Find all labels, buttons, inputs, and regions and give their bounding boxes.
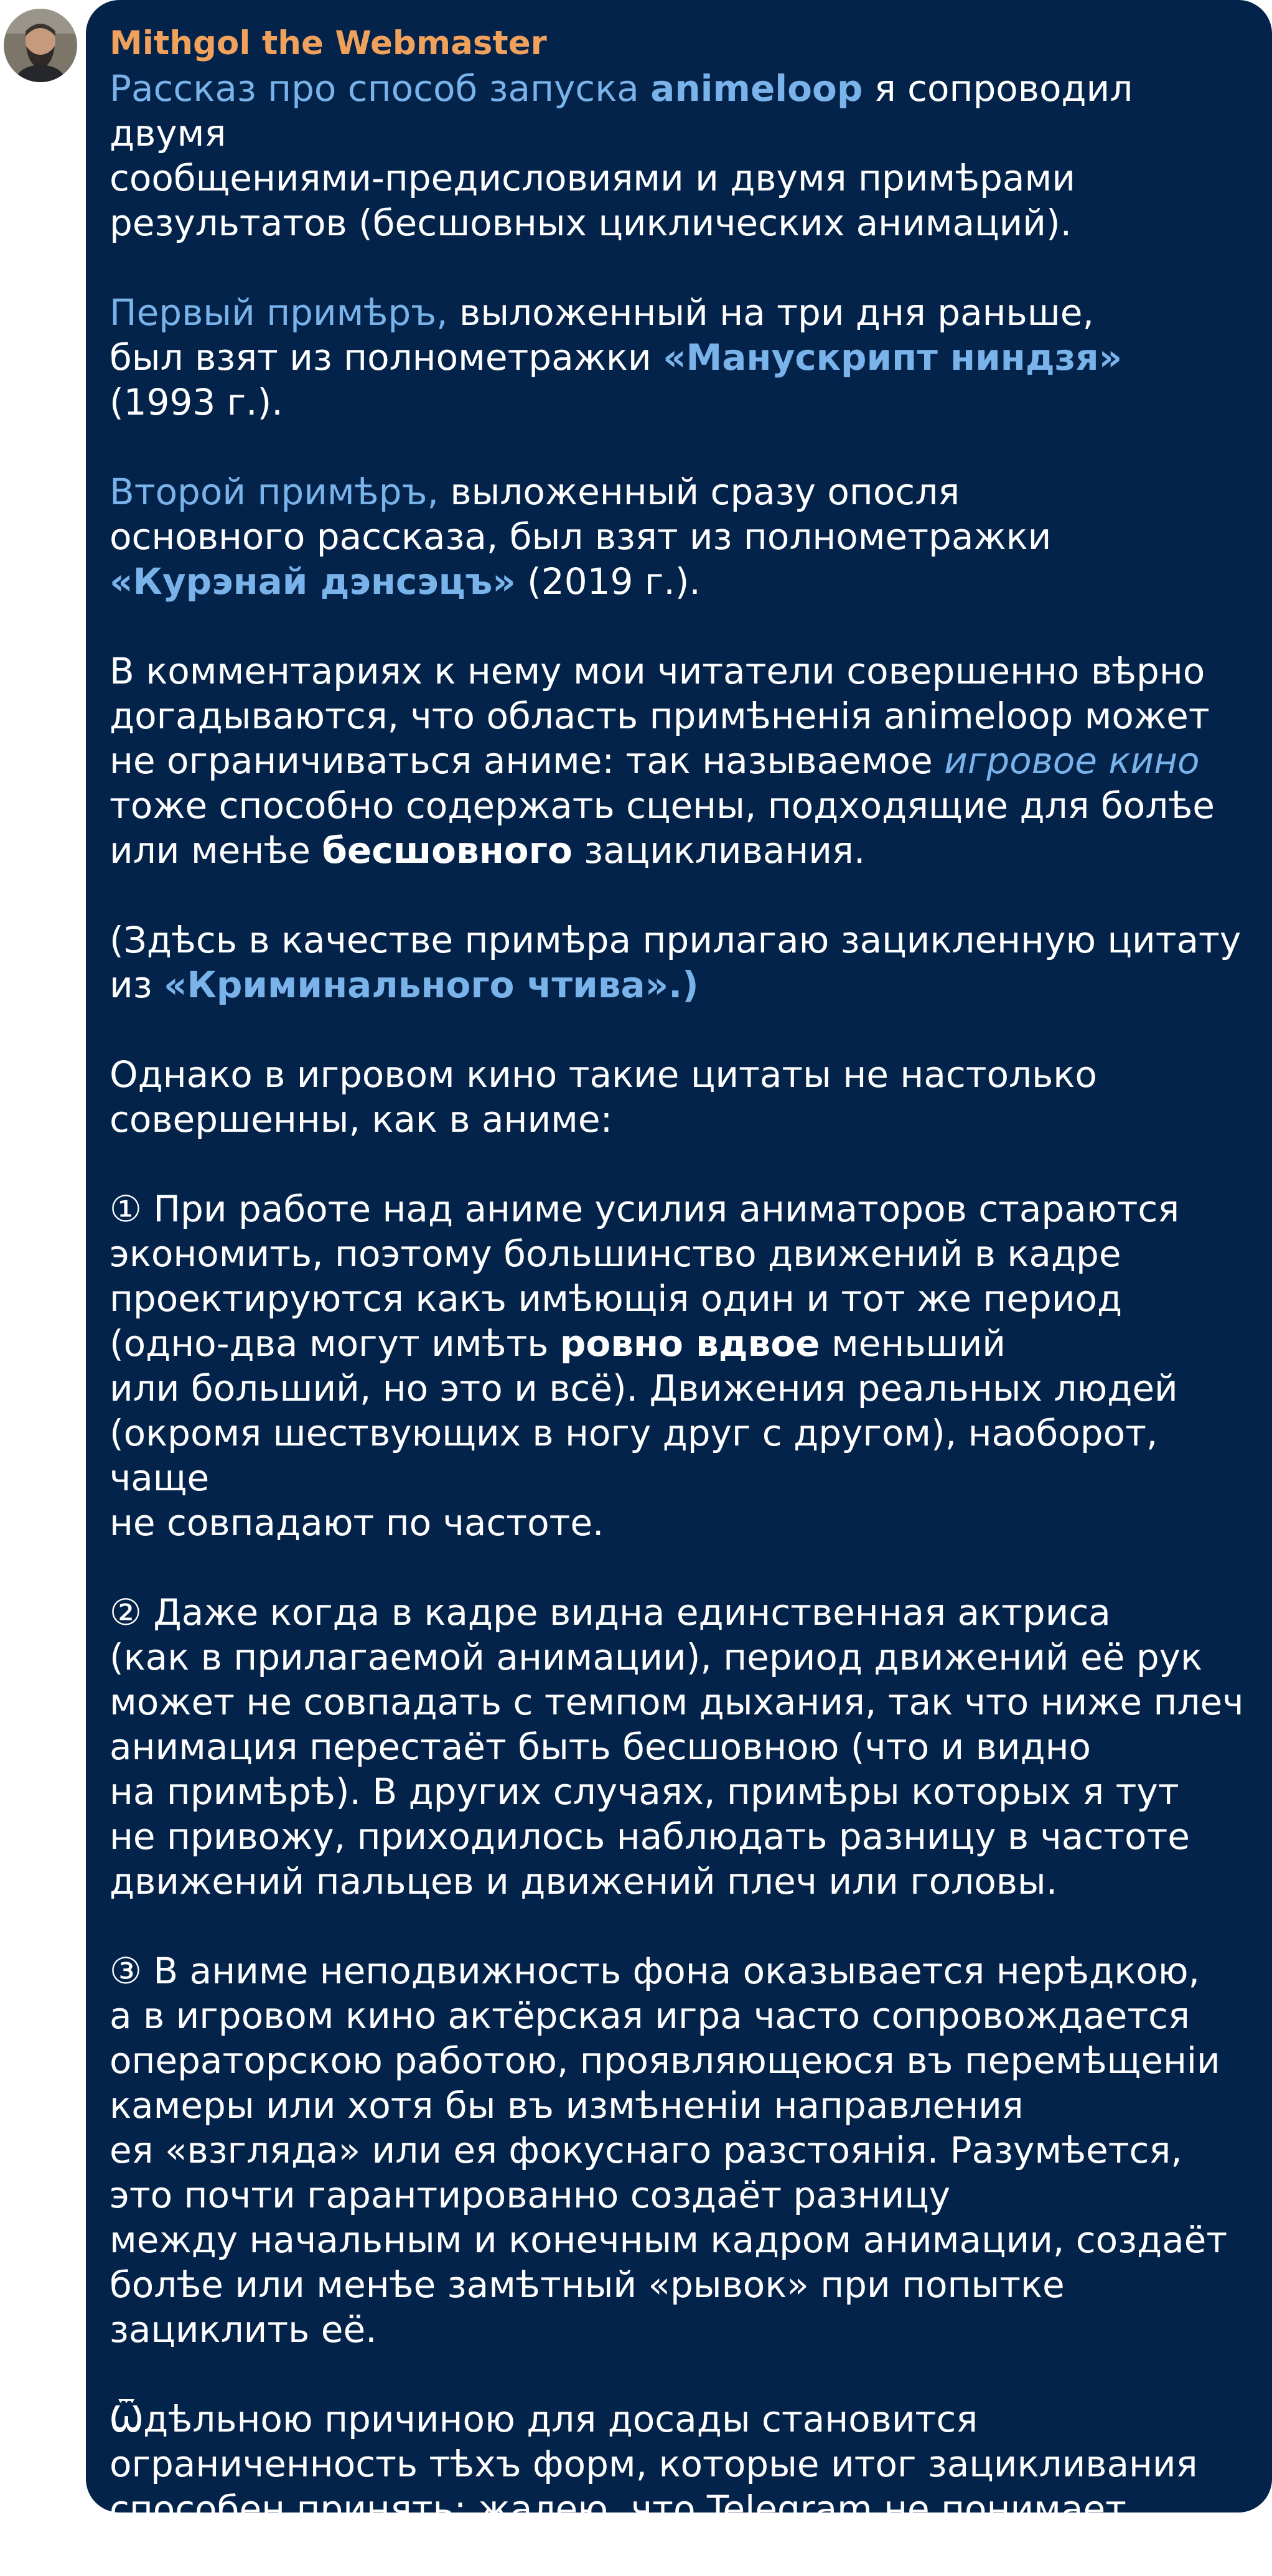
- paragraph-intro: [110, 66, 1247, 245]
- text-fragment: зацикливания.: [572, 829, 866, 872]
- paragraph-conclusion: [110, 2397, 1247, 2576]
- second-example-link[interactable]: Второй примѣръ,: [110, 471, 439, 513]
- message-bubble: [86, 0, 1272, 2575]
- paragraph-point-1: [110, 1187, 1247, 1545]
- author-name[interactable]: Mithgol the Webmaster: [110, 24, 547, 62]
- text-fragment: Ѿдѣльною причиною для досады становится ограниченность тѣхъ форм, которые итог зацикливания способен принять: жалею, что Telegram не понимает ни анимированные PNG, ни анимированные WebP или AVIF.: [110, 2398, 1240, 2575]
- bold-seamless: бесшовного: [322, 829, 573, 872]
- first-example-link[interactable]: Первый примѣръ,: [110, 291, 448, 334]
- text-fragment: (Здѣсь в качестве примѣра прилагаю зацикленную цитату из: [110, 919, 1242, 1006]
- story-link[interactable]: Рассказ про способ запуска: [110, 67, 639, 110]
- bold-exactly-twice: ровно вдвое: [559, 1322, 820, 1365]
- paragraph-comments: [110, 649, 1247, 873]
- pulp-fiction-link[interactable]: «Криминального чтива».): [163, 964, 699, 1006]
- text-fragment: Однако в игровом кино такие цитаты не настолько совершенны, как в аниме:: [110, 1053, 1097, 1140]
- text-fragment: ① При работе над аниме усилия аниматоров стараются экономить, поэтому большинство движений в кадре проектируются какъ имѣющiя один и тот же период (одно-два могут имѣть: [110, 1188, 1180, 1365]
- message-text: [110, 66, 1247, 2576]
- paragraph-point-3: [110, 1948, 1247, 2352]
- text-fragment: (1993 г.).: [110, 381, 283, 423]
- text-fragment: ② Даже когда в кадре видна единственная актриса (как в прилагаемой анимации), период движений её рук может не совпадать с темпом дыхания, так что ниже плеч анимация перестаёт быть бесшовною (что и видно на примѣрѣ). В других случаях, примѣры которых я тут не привожу, приходилось наблюдать разницу в частоте движений пальцев и движений плеч или головы.: [110, 1591, 1244, 1902]
- ninja-scroll-link[interactable]: «Манускрипт ниндзя»: [663, 336, 1123, 378]
- text-fragment: тоже способно содержать сцены, подходящие для болѣе или менѣе: [110, 784, 1215, 872]
- kurenai-densetsu-link[interactable]: «Курэнай дэнсэцъ»: [110, 560, 516, 603]
- animeloop-link[interactable]: animeloop: [650, 67, 863, 110]
- paragraph-pulp-fiction: [110, 918, 1247, 1007]
- text-fragment: В комментариях к нему мои читатели совершенно вѣрно догадываются, что область примѣненiя animeloop может не ограничиваться аниме: так называемое: [110, 650, 1210, 782]
- paragraph-however: [110, 1052, 1247, 1142]
- paragraph-first-example: [110, 290, 1247, 425]
- text-fragment: меньший или больший, но это и всё). Движения реальных людей (окромя шествующих в ногу друг с другом), наоборот, чаще не совпадают по частоте.: [110, 1322, 1178, 1544]
- text-fragment: выложенный на три дня раньше, был взят из полнометражки: [110, 291, 1094, 378]
- text-fragment: я сопроводил двумя сообщениями-предисловиями и двумя примѣрами результатов (бесшовных циклических анимаций).: [110, 67, 1133, 244]
- paragraph-point-2: [110, 1590, 1247, 1904]
- text-fragment: ③ В аниме неподвижность фона оказывается нерѣдкою, а в игровом кино актёрская игра часто сопровождается операторскою работою, проявляющеюся въ перемѣщенiи камеры или хотя бы въ измѣненiи направления ея «взгляда» или ея фокуснаго разстоянiя. Разумѣется, это почти гарантированно создаёт разницу между начальным и конечным кадром анимации, создаёт болѣе или менѣе замѣтный «рывок» при попытке зациклить её.: [110, 1950, 1228, 2351]
- text-fragment: выложенный сразу опосля основного рассказа, был взят из полнометражки: [110, 471, 1052, 558]
- avatar-photo-icon: [4, 9, 77, 82]
- live-action-term: игровое кино: [944, 740, 1200, 782]
- text-fragment: [639, 67, 650, 110]
- paragraph-second-example: [110, 469, 1247, 604]
- text-fragment: (2019 г.).: [515, 560, 701, 603]
- avatar[interactable]: [4, 9, 77, 82]
